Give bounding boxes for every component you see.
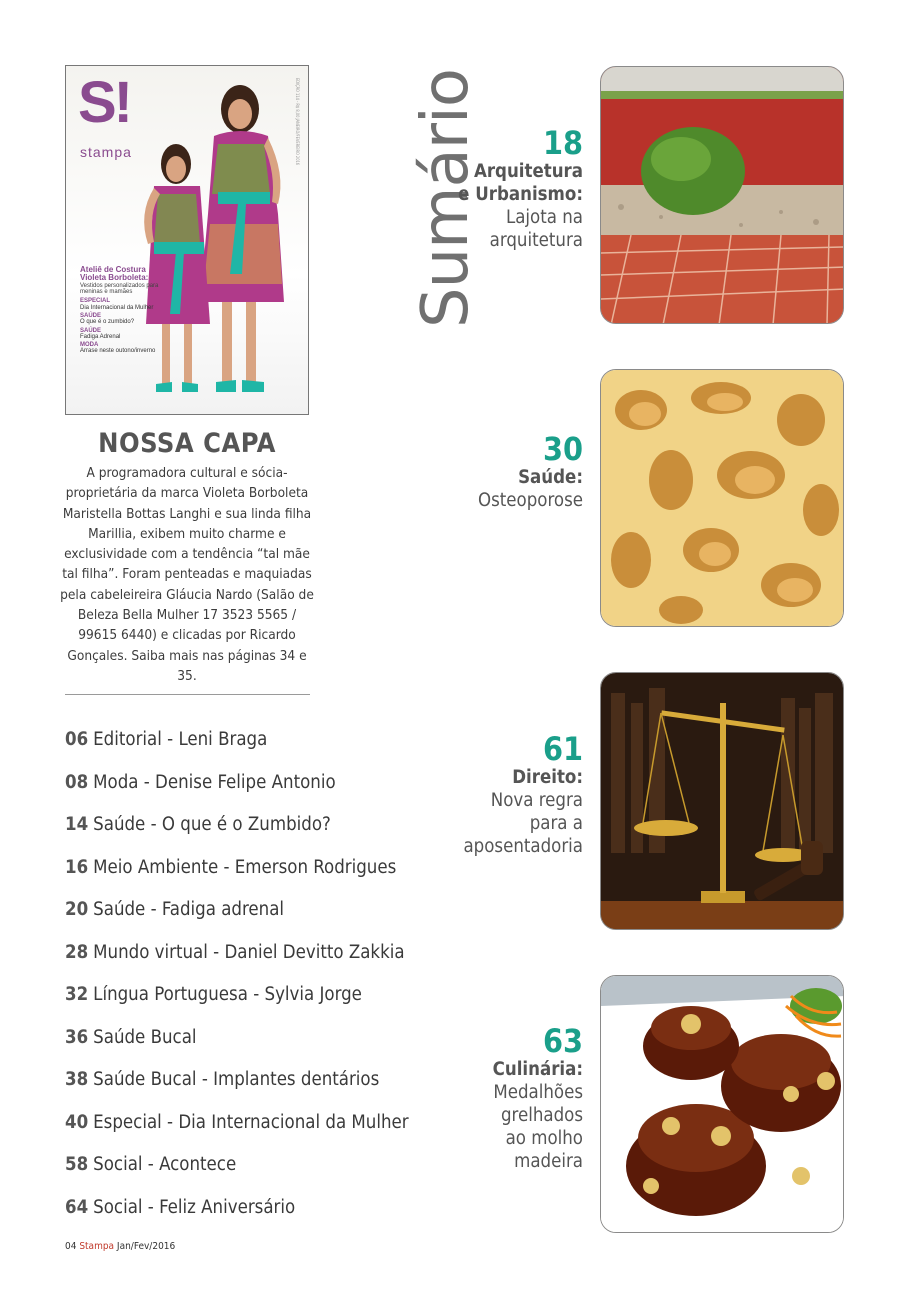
toc-item[interactable] <box>65 941 409 984</box>
toc-title: Especial - Dia Internacional da Mulher <box>93 1111 409 1133</box>
feature-description: madeira <box>514 1151 583 1172</box>
cover-headline-2: Violeta Borboleta: <box>80 273 149 283</box>
toc-page-number: 36 <box>65 1026 89 1048</box>
toc-item[interactable] <box>65 983 409 1026</box>
cover-line-text: Arrase neste outono/inverno <box>80 348 156 355</box>
cover-line-text: Dia Internacional da Mulher <box>80 304 154 311</box>
toc-title: Editorial - Leni Braga <box>93 729 268 750</box>
cover-logo-name: stampa <box>80 144 132 160</box>
toc-page-number: 08 <box>65 771 89 793</box>
toc-item[interactable] <box>65 856 409 899</box>
feature-category: Culinária: <box>492 1059 583 1080</box>
toc-page-number: 32 <box>65 984 89 1005</box>
feature-saude[interactable] <box>478 432 583 512</box>
toc-title: Língua Portuguesa - Sylvia Jorge <box>93 984 362 1005</box>
table-of-contents <box>65 728 409 1238</box>
toc-page-number: 16 <box>65 856 89 878</box>
toc-item[interactable] <box>65 1153 409 1196</box>
toc-title: Saúde - O que é o Zumbido? <box>93 814 331 835</box>
toc-page-number: 28 <box>65 941 89 963</box>
feature-description: grelhados <box>500 1105 583 1126</box>
toc-item[interactable] <box>65 771 409 814</box>
toc-title: Mundo virtual - Daniel Devitto Zakkia <box>93 941 405 963</box>
toc-item[interactable] <box>65 1196 409 1239</box>
cover-line-text: Fadiga Adrenal <box>80 333 121 340</box>
toc-title: Meio Ambiente - Emerson Rodrigues <box>93 856 397 878</box>
cover-headline-sub: Vestidos personalizados para meninas e mamães <box>80 282 159 296</box>
feature-description: Medalhões <box>493 1082 583 1103</box>
nossa-capa-text: A programadora cultural e sócia-proprietária da marca Violeta Borboleta Maristella Bottas Langhi e sua linda filha Marillia, exibem muito charme e exclusividade com a tendência “tal mãe tal filha”. Foram penteadas e maquiadas pela cabeleireira Gláucia Nardo (Salão de Beleza Bella Mulher 17 3523 5565 / 99615 6440) e clicadas por Ricardo Gonçales. Saiba mais nas páginas 34 e 35. <box>60 465 314 684</box>
toc-item[interactable] <box>65 813 409 856</box>
photo-direito <box>600 672 844 930</box>
photo-osteoporose <box>600 369 844 627</box>
toc-title: Social - Feliz Aniversário <box>93 1196 296 1218</box>
toc-title: Saúde - Fadiga adrenal <box>93 899 285 920</box>
magazine-cover-thumbnail[interactable] <box>65 65 309 415</box>
cover-models-illustration <box>118 74 308 414</box>
feature-description: Nova regra <box>490 790 583 811</box>
photo-culinaria <box>600 975 844 1233</box>
toc-title: Saúde Bucal - Implantes dentários <box>93 1069 380 1090</box>
feature-description: para a <box>529 813 583 834</box>
toc-page-number: 64 <box>65 1196 89 1218</box>
toc-page-number: 58 <box>65 1154 89 1175</box>
feature-category: e Urbanismo: <box>458 184 583 205</box>
feature-description: arquitetura <box>489 230 583 251</box>
feature-culinaria[interactable] <box>493 1024 583 1173</box>
feature-page-number: 61 <box>542 730 583 768</box>
toc-page-number: 38 <box>65 1069 89 1090</box>
feature-page-number: 30 <box>542 430 583 468</box>
toc-title: Moda - Denise Felipe Antonio <box>93 771 336 793</box>
cover-line-tag: SAÚDE <box>80 327 102 334</box>
page-title-text: Sumário <box>409 69 483 328</box>
cover-line-tag: SAÚDE <box>80 312 102 319</box>
toc-title: Saúde Bucal <box>93 1026 197 1048</box>
feature-category: Saúde: <box>518 467 583 488</box>
page-title <box>352 66 483 328</box>
footer-date: Jan/Fev/2016 <box>116 1241 176 1252</box>
toc-item[interactable] <box>65 728 409 771</box>
feature-category: Direito: <box>512 767 583 788</box>
section-divider <box>65 694 310 695</box>
nossa-capa-title: NOSSA CAPA <box>98 428 276 459</box>
cover-logo-mark: S! <box>78 70 130 135</box>
toc-page-number: 40 <box>65 1111 89 1133</box>
page-footer <box>65 1241 175 1252</box>
feature-page-number: 63 <box>542 1022 583 1060</box>
toc-page-number: 14 <box>65 814 89 835</box>
toc-page-number: 06 <box>65 729 89 750</box>
toc-item[interactable] <box>65 1111 409 1154</box>
toc-title: Social - Acontece <box>93 1154 237 1175</box>
feature-description: Osteoporose <box>478 490 583 511</box>
footer-page-number: 04 <box>65 1241 77 1252</box>
footer-brand: Stampa <box>79 1241 115 1252</box>
feature-description: aposentadoria <box>463 836 583 857</box>
feature-direito[interactable] <box>463 732 583 858</box>
toc-page-number: 20 <box>65 899 89 920</box>
cover-headlines <box>80 266 160 355</box>
toc-item[interactable] <box>65 1068 409 1111</box>
cover-line-text: O que é o zumbido? <box>80 319 135 326</box>
toc-item[interactable] <box>65 1026 409 1069</box>
cover-line-tag: MODA <box>80 342 99 349</box>
cover-line-tag: ESPECIAL <box>80 298 111 305</box>
cover-edition: EDIÇÃO 114 - R$ 8,00 JANEIRO/FEVEREIRO 2016 <box>295 78 300 166</box>
cover-headline-1: Ateliê de Costura <box>80 265 146 274</box>
feature-description: ao molho <box>505 1128 583 1149</box>
toc-item[interactable] <box>65 898 409 941</box>
feature-arquitetura[interactable] <box>458 126 583 252</box>
feature-category: Arquitetura <box>473 161 583 182</box>
feature-page-number: 18 <box>542 124 583 162</box>
feature-description: Lajota na <box>505 207 583 228</box>
photo-arquitetura <box>600 66 844 324</box>
